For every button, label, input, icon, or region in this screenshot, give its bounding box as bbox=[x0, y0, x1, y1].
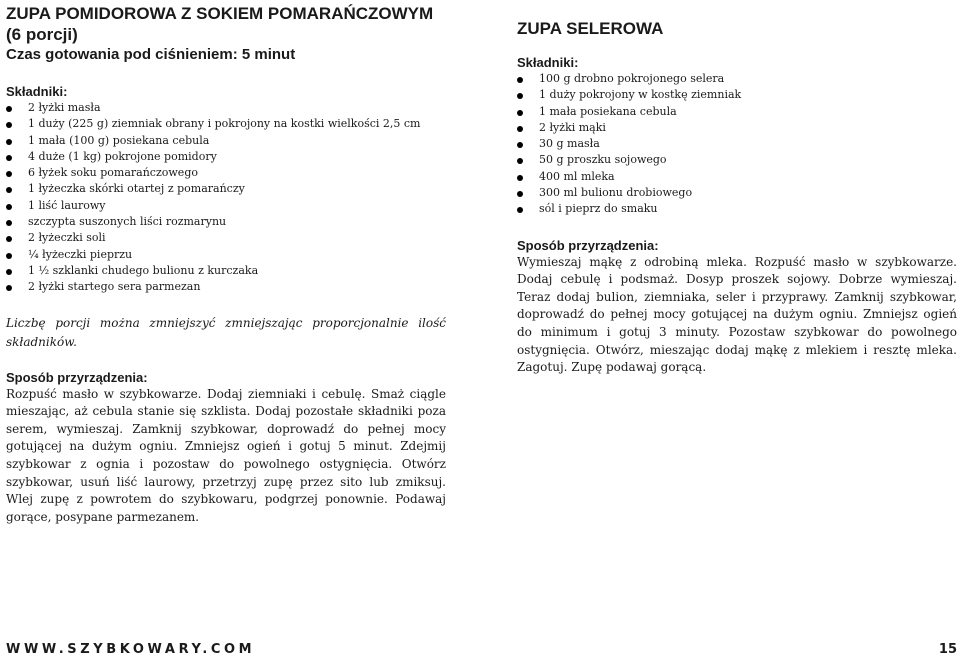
ingredient-item: 4 duże (1 kg) pokrojone pomidory bbox=[6, 149, 446, 165]
footer-website: WWW.SZYBKOWARY.COM bbox=[6, 642, 256, 657]
recipe-title: ZUPA SELEROWA bbox=[517, 19, 664, 38]
ingredient-item: 1 duży pokrojony w kostkę ziemniak bbox=[517, 87, 957, 103]
recipe-celery-soup bbox=[517, 0, 957, 377]
cook-time: Czas gotowania pod ciśnieniem: 5 minut bbox=[6, 46, 296, 63]
ingredient-item: 30 g masła bbox=[517, 136, 957, 152]
ingredient-item: 100 g drobno pokrojonego selera bbox=[517, 71, 957, 87]
page-number: 15 bbox=[938, 642, 957, 657]
ingredient-item: 2 łyżki startego sera parmezan bbox=[6, 279, 446, 295]
ingredient-item: sól i pieprz do smaku bbox=[517, 201, 957, 217]
ingredient-item: 1 duży (225 g) ziemniak obrany i pokrojony na kostki wielkości 2,5 cm bbox=[6, 116, 446, 132]
ingredient-item: 1 łyżeczka skórki otartej z pomarańczy bbox=[6, 181, 446, 197]
recipe-servings: (6 porcji) bbox=[6, 25, 78, 44]
ingredient-item: 50 g proszku sojowego bbox=[517, 152, 957, 168]
recipe-title: ZUPA POMIDOROWA Z SOKIEM POMARAŃCZOWYM bbox=[6, 4, 434, 23]
ingredient-item: szczypta suszonych liści rozmarynu bbox=[6, 214, 446, 230]
ingredient-item: 400 ml mleka bbox=[517, 169, 957, 185]
ingredient-item: 2 łyżeczki soli bbox=[6, 230, 446, 246]
ingredient-item: 2 łyżki masła bbox=[6, 100, 446, 116]
ingredient-item: 6 łyżek soku pomarańczowego bbox=[6, 165, 446, 181]
ingredient-item: 1 mała posiekana cebula bbox=[517, 104, 957, 120]
ingredient-item: 1 ½ szklanki chudego bulionu z kurczaka bbox=[6, 263, 446, 279]
ingredients-heading: Składniki: bbox=[6, 84, 68, 99]
ingredients-list bbox=[6, 100, 446, 296]
ingredients-list bbox=[517, 71, 957, 218]
ingredients-heading: Składniki: bbox=[517, 55, 579, 70]
method-heading: Sposób przyrządzenia: bbox=[517, 237, 659, 253]
method-text: Rozpuść masło w szybkowarze. Dodaj ziemniaki i cebulę. Smaż ciągle mieszając, aż cebula stanie się szklista. Dodaj pozostałe składniki poza serem, wymieszaj. Zamknij szybkowar, doprowadź do pełnej mocy gotującej na dużym ogniu. Zmniejsz ogień i gotuj 5 minut. Zdejmij szybkowar z ognia i pozostaw do powolnego ostygnięcia. Otwórz szybkowar, usuń liść laurowy, przetrzyj zupę przez sito lub zmiksuj. Wlej zupę z powrotem do szybkowaru, podgrzej ponownie. Podawaj gorące, posypane parmezanem. bbox=[6, 386, 446, 524]
recipe-tomato-orange-soup bbox=[6, 0, 446, 526]
ingredient-item: 2 łyżki mąki bbox=[517, 120, 957, 136]
ingredient-item: ¼ łyżeczki pieprzu bbox=[6, 247, 446, 263]
servings-note: Liczbę porcji można zmniejszyć zmniejszając proporcjonalnie ilość składników. bbox=[6, 315, 446, 349]
method-text: Wymieszaj mąkę z odrobiną mleka. Rozpuść masło w szybkowarze. Dodaj cebulę i podsmaż. Dosyp proszek sojowy. Dobrze wymieszaj. Teraz dodaj bulion, ziemniaka, seler i przyprawy. Zamknij szybkowar, doprowadź do pełnej mocy gotującej na dużym ogniu. Zmniejsz ogień do minimum i gotuj 3 minuty. Pozostaw szybkowar do powolnego ostygnięcia. Otwórz, mieszając dodaj mąkę z mlekiem i resztę mleka. Zagotuj. Zupę podawaj gorącą. bbox=[517, 254, 957, 375]
ingredient-item: 300 ml bulionu drobiowego bbox=[517, 185, 957, 201]
ingredient-item: 1 mała (100 g) posiekana cebula bbox=[6, 133, 446, 149]
ingredient-item: 1 liść laurowy bbox=[6, 198, 446, 214]
method-heading: Sposób przyrządzenia: bbox=[6, 369, 148, 385]
